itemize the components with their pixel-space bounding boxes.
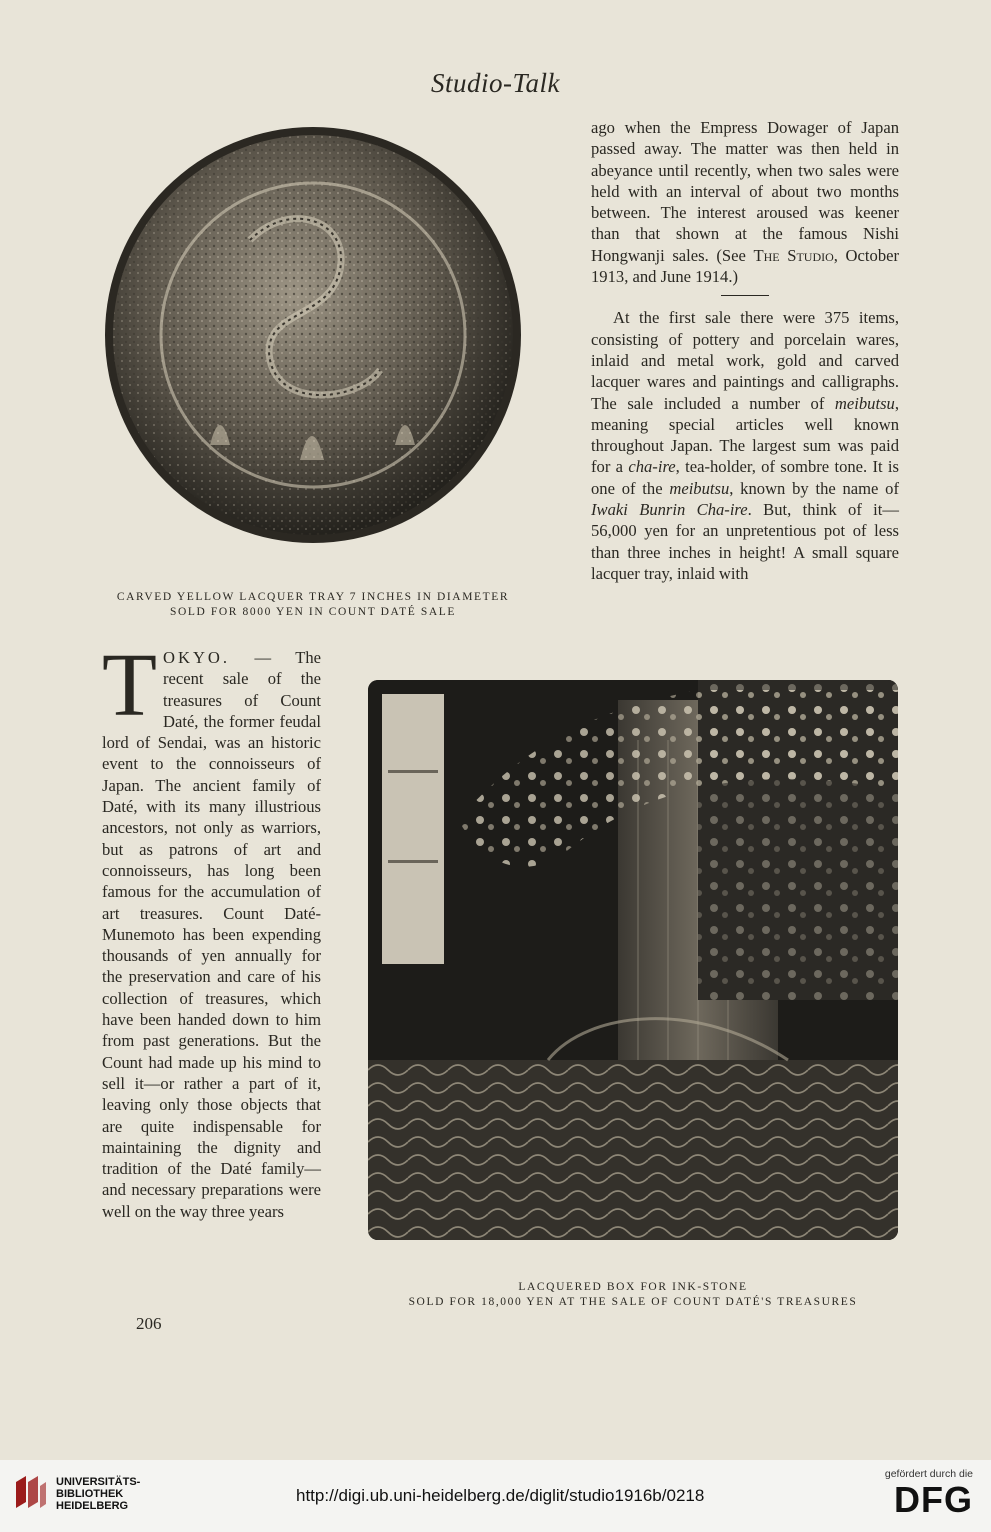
paragraph-first-sale: At the first sale there were 375 items, consisting of pottery and porcelain wares, inlaid and metal work, gold and carved lacquer wares and paintings and calligraphs. The sale included a number of meibutsu, meaning special articles well known throughout Japan. The largest sum was paid for a cha-ire, tea-holder, of sombre tone. It is one of the meibutsu, known by the name of Iwaki Bunrin Cha-ire. But, think of it—56,000 yen for an unpretentious pot of less than three inches in height! A small square lacquer tray, inlaid with — [591, 308, 900, 583]
section-rule — [721, 295, 769, 296]
left-column-text — [102, 636, 321, 1222]
tray-caption-line-1: CARVED YELLOW LACQUER TRAY 7 INCHES IN DIAMETER — [116, 591, 510, 603]
sponsor-text: gefördert durch die — [884, 1468, 973, 1480]
lacquer-tray-figure — [100, 100, 526, 590]
page-number: 206 — [136, 1314, 162, 1333]
sponsor-block[interactable] — [885, 1468, 973, 1520]
tray-caption — [100, 590, 526, 620]
box-caption-line-1: LACQUERED BOX FOR INK-STONE — [518, 1281, 748, 1293]
paragraph-empress: ago when the Empress Dowager of Japan passed away. The matter was then held in abeyance until recently, when two sales were held with an interval of about two months between. The interest aroused was keener than that shown at the famous Nishi Hongwanji sales. (See The Studio, October 1913, and June 1914.) — [591, 118, 900, 287]
permalink-url[interactable]: http://digi.ub.uni-heidelberg.de/diglit/studio1916b/0218 — [296, 1486, 705, 1505]
library-name-line-2: BIBLIOTHEK — [56, 1488, 124, 1500]
lacquered-box-image — [368, 680, 898, 1240]
drop-cap: T — [102, 636, 157, 735]
library-name-line-1: UNIVERSITÄTS- — [56, 1476, 141, 1488]
running-title: Studio-Talk — [430, 68, 561, 98]
library-name[interactable] — [56, 1476, 140, 1512]
dfg-logo: DFG — [894, 1479, 973, 1520]
library-name-line-3: HEIDELBERG — [56, 1500, 129, 1512]
lacquered-box-figure — [368, 680, 898, 1240]
footer-bar — [0, 1460, 991, 1532]
paragraph-tokyo: TOKYO. — The recent sale of the treasures of Count Daté, the former feudal lord of Sendai, was an historic event to the connoisseurs of Japan. The ancient family of Daté, with its many illustrious ancestors, not only as warriors, but as patrons of art and connoisseurs, has long been famous for the accumulation of art treasures. Count Daté-Munemoto has been expending thousands of yen annually for the preservation and care of his collection of treasures, which have been handed down to him from past generations. But the Count had made up his mind to sell it—or rather a part of it, leaving only those objects that are quite indispensable for maintaining the dignity and tradition of the Daté family—and necessary preparations were well on the way three years — [102, 636, 321, 1221]
box-caption — [368, 1280, 898, 1310]
library-logo-icon[interactable] — [12, 1472, 48, 1517]
tray-caption-line-2: SOLD FOR 8000 YEN IN COUNT DATÉ SALE — [169, 606, 456, 618]
right-column-text — [591, 117, 899, 584]
lacquer-tray-image — [100, 100, 526, 570]
box-caption-line-2: SOLD FOR 18,000 YEN AT THE SALE OF COUNT DATÉ'S TREASURES — [408, 1296, 858, 1308]
